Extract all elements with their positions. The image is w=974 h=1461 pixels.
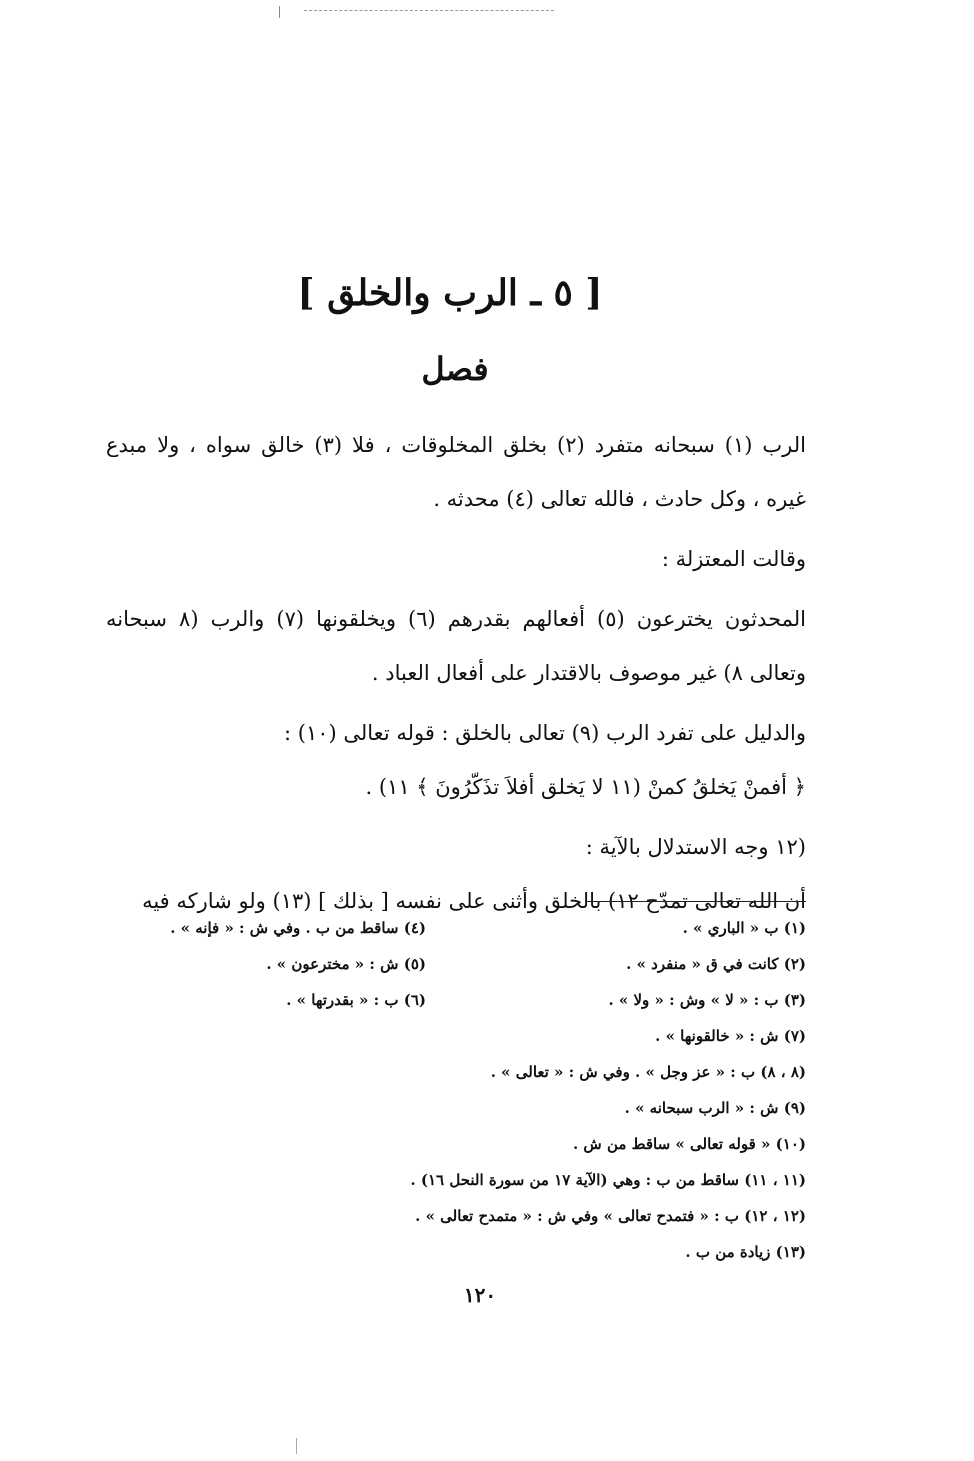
section-title: فصل [421,350,489,388]
footnote-row [106,982,806,1018]
paragraph-3: المحدثون يخترعون (٥) أفعالهم بقدرهم (٦) ويخلقونها (٧) والرب (٨ سبحانه وتعالى ٨) غير موصوف بالاقتدار على أفعال العباد . [106,607,806,685]
footnote-10 [106,1126,806,1162]
footnote-6 [106,982,426,1018]
footnote-text: زيادة من ب . [685,1243,771,1261]
paragraph-7: أن الله تعالى تمدّح ١٢) بالخلق وأثنى على نفسه [ بذلك ] (١٣) ولو شاركه فيه [142,889,806,913]
footnote-text: ب : « لا » وش : « ولا » . [608,991,779,1009]
footnote-text: ش : « خالقونها » . [655,1027,779,1045]
footnote-1 [426,910,806,946]
paragraph-2: وقالت المعتزلة : [661,547,806,571]
footnote-text: ساقط من ب . وفي ش : « فإنه » . [170,919,399,937]
footnote-number: (٦) [403,991,426,1009]
footnote-separator [586,901,806,902]
quran-verse: ﴿ أفمنْ يَخلقُ كمنْ (١١ لا يَخلق أفلاَ تذَكّرُونَ ﴾ ١١) . [365,775,806,799]
paragraph-4: والدليل على تفرد الرب (٩) تعالى بالخلق : قوله تعالى (١٠) : [284,721,806,745]
footnote-number: (٧) [783,1027,806,1045]
footnote-row [106,946,806,982]
footnote-13 [106,1234,806,1270]
footnote-number: (٨ ، ٨) [760,1063,806,1081]
footnote-8 [106,1054,806,1090]
footnote-number: (١٢ ، ١٢) [744,1207,806,1225]
footnote-list [106,910,806,1270]
footnote-text: كانت في ق « منفرد » . [626,955,779,973]
footnote-number: (٩) [783,1099,806,1117]
scan-tick-top [279,6,280,18]
footnote-12 [106,1198,806,1234]
footnote-number: (١١ ، ١١) [744,1171,806,1189]
footnote-number: (٤) [403,919,426,937]
footnote-text: ش : « مخترعون » . [266,955,399,973]
footnote-number: (١٣) [775,1243,806,1261]
footnote-7 [106,1018,806,1054]
paragraph-6: (١٢ وجه الاستدلال بالآية : [585,835,806,859]
scan-tick-bottom [296,1438,297,1454]
body-text [106,418,806,928]
footnote-text: ساقط من ب : وهي (الآية ١٧ من سورة النحل ١٦) . [410,1171,739,1189]
footnote-text: ب : « فتمدح تعالى » وفي ش : « متمدح تعالى » . [415,1207,739,1225]
footnote-text: ش : « الرب سبحانه » . [624,1099,779,1117]
footnote-text: ب : « عز وجل » . وفي ش : « تعالى » . [490,1063,756,1081]
footnote-number: (٥) [403,955,426,973]
footnote-9 [106,1090,806,1126]
page-number: ١٢٠ [463,1283,497,1307]
footnote-text: « قوله تعالى » ساقط من ش . [572,1135,771,1153]
paragraph-1: الرب (١) سبحانه متفرد (٢) بخلق المخلوقات ، فلا (٣) خالق سواه ، ولا مبدع غيره ، وكل حادث ، فالله تعالى (٤) محدثه . [106,433,806,511]
footnote-2 [426,946,806,982]
footnote-number: (١) [783,919,806,937]
footnote-number: (١٠) [775,1135,806,1153]
scan-mark-top [304,10,554,11]
footnote-text: ب « الباري » . [682,919,779,937]
footnote-row [106,910,806,946]
footnote-5 [106,946,426,982]
footnote-11 [106,1162,806,1198]
footnote-number: (٣) [783,991,806,1009]
footnote-3 [426,982,806,1018]
footnote-number: (٢) [783,955,806,973]
footnote-text: ب : « بقدرتها » . [286,991,399,1009]
chapter-title: [ ٥ ـ الرب والخلق ] [297,272,603,314]
footnote-4 [106,910,426,946]
